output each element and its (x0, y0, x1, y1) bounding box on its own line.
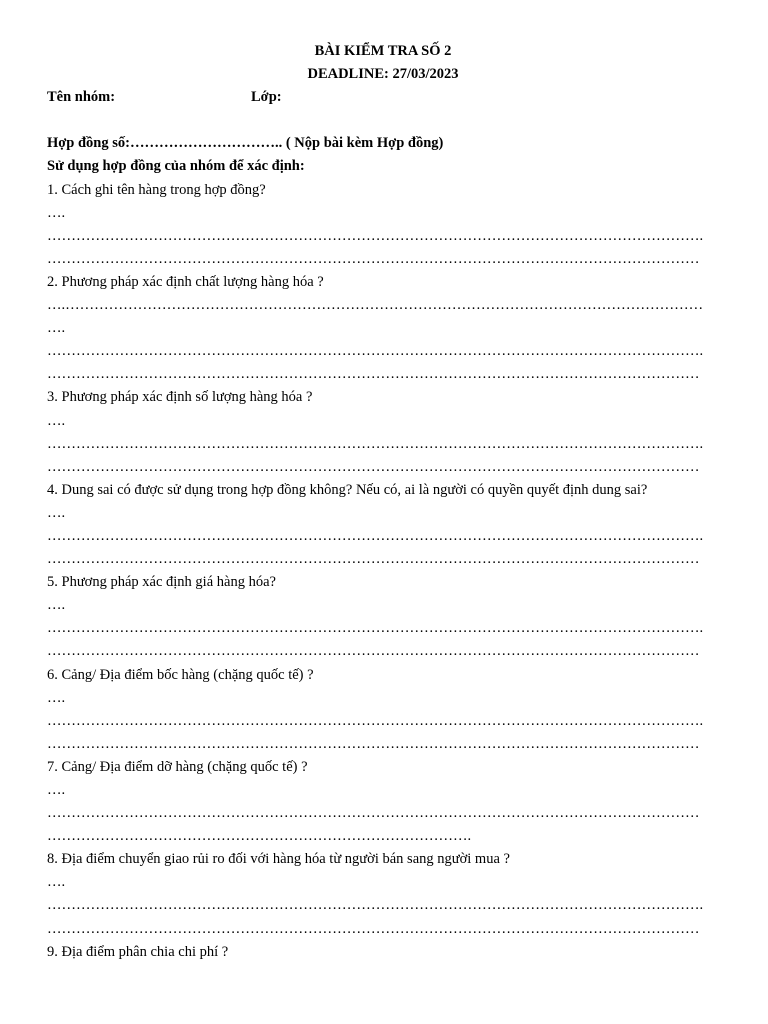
answer-line: ….…………………………………………………………………………………………………………………… (47, 297, 704, 314)
answer-line: ………………………………………………………………………………………………………………………. (47, 620, 704, 637)
question-block (47, 941, 719, 964)
answer-line: ……………………………………………………………………………………………………………………… (47, 735, 700, 752)
question-list (47, 179, 719, 964)
question-text: 8. Địa điểm chuyển giao rủi ro đối với hàng hóa từ người bán sang người mua ? (47, 851, 510, 868)
question-block (47, 386, 719, 478)
answer-line: …. (47, 597, 66, 614)
question-block (47, 271, 719, 386)
class-label: Lớp: (251, 89, 282, 106)
question-block (47, 179, 719, 271)
question-block (47, 664, 719, 756)
answer-line: ……………………………………………………………………………………………………………………… (47, 920, 700, 937)
answer-line: ……………………………………………………………………………………………………………………… (47, 805, 700, 822)
question-text: 4. Dung sai có được sử dụng trong hợp đồng không? Nếu có, ai là người có quyền quyết định dung sai? (47, 481, 648, 498)
question-block (47, 571, 719, 663)
answer-line: …. (47, 504, 66, 521)
question-block (47, 756, 719, 848)
answer-line: …. (47, 320, 66, 337)
answer-line: ………………………………………………………………………………………………………………………. (47, 343, 704, 360)
answer-line: ……………………………………………………………………………………………………………………… (47, 551, 700, 568)
worksheet-page (47, 40, 719, 964)
answer-line: ………………………………………………………………………………………………………………………. (47, 712, 704, 729)
group-class-row (47, 86, 719, 109)
question-text: 6. Cảng/ Địa điểm bốc hàng (chặng quốc tế) ? (47, 666, 314, 683)
document-title: BÀI KIỂM TRA SỐ 2 (314, 43, 452, 59)
answer-line: …. (47, 874, 66, 891)
answer-line: ……………………………………………………………………………………………………………………… (47, 458, 700, 475)
answer-line: …. (47, 782, 66, 798)
question-block (47, 479, 719, 571)
group-name-label: Tên nhóm: (47, 89, 116, 106)
instruction-text: Sử dụng hợp đồng của nhóm để xác định: (47, 158, 305, 175)
question-text: 3. Phương pháp xác định số lượng hàng hóa ? (47, 389, 313, 406)
answer-line: …. (47, 204, 66, 221)
answer-line: ………………………………………………………………………………………………………………………. (47, 527, 704, 544)
answer-line: ……………………………………………………………………………………………………………………… (47, 250, 700, 267)
blank-line (47, 109, 719, 132)
contract-number-line: Hợp đồng số:………………………….. ( Nộp bài kèm Hợp đồng) (47, 135, 444, 152)
question-text: 5. Phương pháp xác định giá hàng hóa? (47, 574, 276, 591)
question-text: 2. Phương pháp xác định chất lượng hàng hóa ? (47, 273, 324, 290)
answer-line: ……………………………………………………………………………………………………………………… (47, 643, 700, 660)
answer-line: ………………………………………………………………………………………………………………………. (47, 227, 704, 244)
question-block (47, 848, 719, 940)
question-text: 7. Cảng/ Địa điểm dỡ hàng (chặng quốc tế) ? (47, 758, 308, 775)
question-text: 9. Địa điểm phân chia chi phí ? (47, 943, 229, 960)
answer-line: …. (47, 412, 66, 429)
deadline-text: DEADLINE: 27/03/2023 (307, 66, 459, 83)
question-text: 1. Cách ghi tên hàng trong hợp đồng? (47, 181, 266, 198)
answer-line: ……………………………………………………………………………………………………………………… (47, 366, 700, 383)
answer-line: ………………………………………………………………………………………………………………………. (47, 435, 704, 452)
answer-line: ………………………………………………………………………………………………………………………. (47, 897, 704, 914)
answer-line: …. (47, 689, 66, 706)
answer-line: ……………………………………………………………………………. (47, 828, 472, 845)
